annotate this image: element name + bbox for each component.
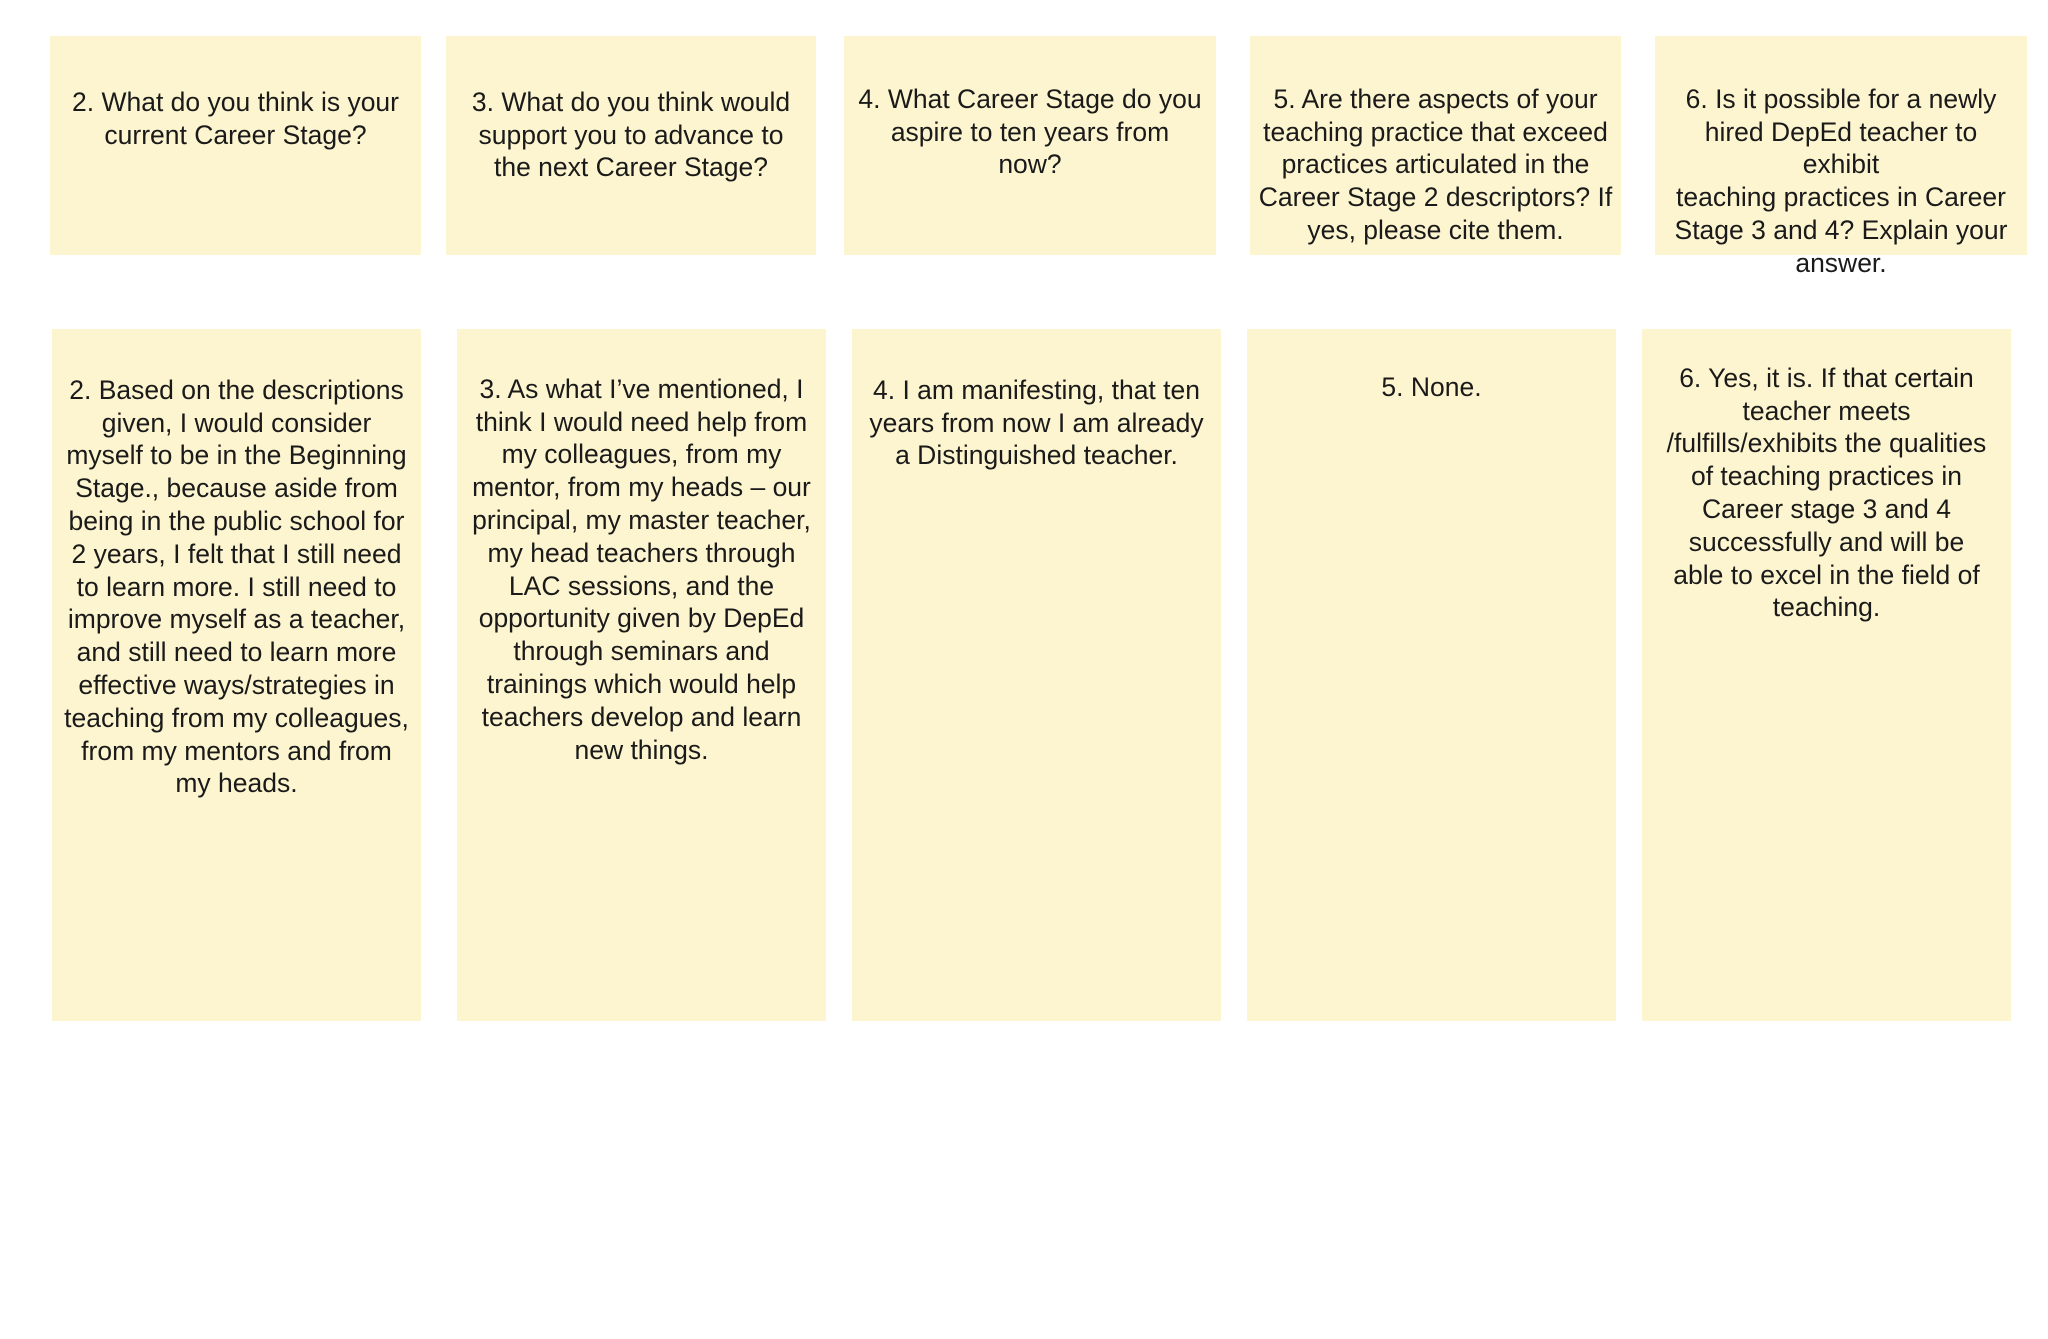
sticky-note-question-4[interactable] xyxy=(844,36,1216,255)
sticky-note-question-6[interactable] xyxy=(1655,36,2027,278)
question-5-text: 5. Are there aspects of your teaching practice that exceed practices articulated in the Career Stage 2 descriptors? If yes, please cite them. xyxy=(1258,83,1613,245)
answer-5-text: 5. None. xyxy=(1381,371,1482,402)
answer-2-text: 2. Based on the descriptions given, I would consider myself to be in the Beginning Stage., because aside from being in the public school for 2 years, I felt that I still need to learn more. I still need to improve myself as a teacher, and still need to learn more effective ways/strategies in teaching from my colleagues, from my mentors and from my heads. xyxy=(64,374,409,799)
question-6-text: 6. Is it possible for a newly hired DepEd teacher to exhibit teaching practices in Career Stage 3 and 4? Explain your answer. xyxy=(1674,83,2008,278)
question-4-text: 4. What Career Stage do you aspire to ten years from now? xyxy=(858,83,1202,180)
answer-4-text: 4. I am manifesting, that ten years from now I am already a Distinguished teacher. xyxy=(869,374,1204,471)
question-2-text: 2. What do you think is your current Career Stage? xyxy=(72,86,399,150)
sticky-note-answer-3[interactable] xyxy=(457,329,826,1021)
sticky-note-question-5[interactable] xyxy=(1250,36,1621,255)
answer-6-text: 6. Yes, it is. If that certain teacher meets /fulfills/exhibits the qualities of teaching practices in Career stage 3 and 4 successfully and will be able to excel in the field of teaching. xyxy=(1666,362,1987,623)
sticky-note-answer-2[interactable] xyxy=(52,329,421,1021)
sticky-note-answer-5[interactable] xyxy=(1247,329,1616,1021)
sticky-note-answer-4[interactable] xyxy=(852,329,1221,1021)
question-3-text: 3. What do you think would support you to advance to the next Career Stage? xyxy=(471,86,791,183)
sticky-note-question-2[interactable] xyxy=(50,36,421,255)
sticky-note-answer-6[interactable] xyxy=(1642,329,2011,1021)
answer-3-text: 3. As what I’ve mentioned, I think I would need help from my colleagues, from my mentor, from my heads – our principal, my master teacher, my head teachers through LAC sessions, and the opportunity given by DepEd through seminars and trainings which would help teachers develop and learn new things. xyxy=(472,373,811,765)
sticky-note-question-3[interactable] xyxy=(446,36,816,255)
